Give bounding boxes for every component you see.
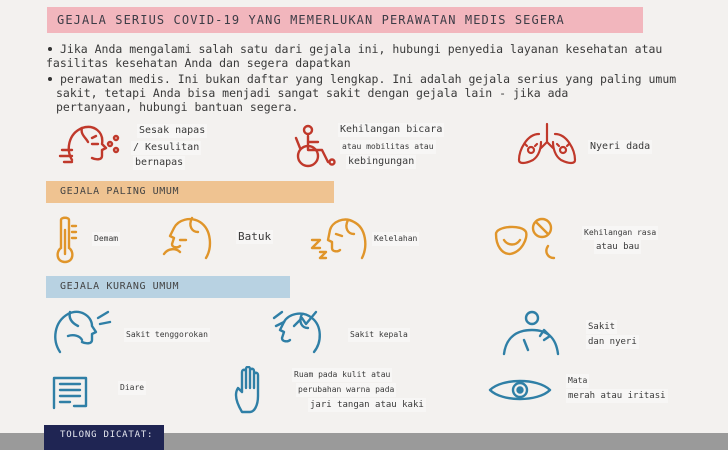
- thermometer-icon: [52, 216, 78, 266]
- note-box: [44, 425, 164, 450]
- intro-line: sakit, tetapi Anda bisa menjadi sangat sakit dengan gejala lain - jika ada: [56, 86, 569, 100]
- wheelchair-icon: [290, 124, 338, 168]
- eye-icon: [488, 376, 552, 404]
- label-speech-2: atau mobilitas atau: [340, 140, 436, 154]
- label-diarrhea: Diare: [118, 381, 146, 395]
- label-taste-2: atau bau: [596, 242, 640, 252]
- intro-line: fasilitas kesehatan Anda dan segera dapatkan: [46, 56, 351, 70]
- section-bar-less-common: [46, 276, 290, 298]
- header-title: GEJALA SERIUS COVID-19 YANG MEMERLUKAN PERAWATAN MEDIS SEGERA: [57, 13, 565, 27]
- label-rash-2: perubahan warna pada: [296, 383, 396, 397]
- intro-bullet-1: [46, 42, 680, 70]
- label-aches-2: dan nyeri: [588, 337, 637, 347]
- label-chest: Nyeri dada: [590, 141, 651, 152]
- cough-person-icon: [58, 120, 124, 166]
- section-title-common: GEJALA PALING UMUM: [60, 186, 180, 197]
- label-aches-1: Sakit: [588, 322, 616, 332]
- lungs-icon: [515, 122, 579, 166]
- intro-bullet-2: [56, 72, 680, 114]
- headache-icon: [272, 308, 328, 354]
- label-speech-1: Kehilangan bicara: [340, 124, 443, 135]
- bullet-dot: [48, 77, 52, 81]
- header-banner: [47, 7, 643, 33]
- label-throat: Sakit tenggorokan: [124, 328, 210, 342]
- note-title: TOLONG DICATAT:: [60, 430, 154, 440]
- label-fatigue: Kelelahan: [372, 232, 419, 246]
- no-taste-icon: [492, 216, 556, 262]
- intro-line: Jika Anda mengalami salah satu dari gejala ini, hubungi penyedia layanan kesehatan atau: [60, 42, 663, 56]
- label-cough: Batuk: [238, 230, 272, 243]
- tired-face-icon: [310, 214, 368, 260]
- label-breath-3: bernapas: [135, 157, 184, 168]
- section-bar-common: [46, 181, 334, 203]
- intestine-icon: [48, 372, 92, 412]
- label-eyes-1: Mata: [566, 374, 589, 388]
- label-eyes-2: merah atau iritasi: [568, 391, 666, 401]
- sore-throat-icon: [48, 308, 112, 354]
- label-breath-2: / Kesulitan: [133, 142, 200, 153]
- label-headache: Sakit kepala: [348, 328, 410, 342]
- label-speech-3: kebingungan: [348, 156, 415, 167]
- label-rash-1: Ruam pada kulit atau: [292, 368, 392, 382]
- bullet-dot: [48, 47, 52, 51]
- coughing-face-icon: [162, 214, 218, 260]
- section-title-less-common: GEJALA KURANG UMUM: [60, 281, 180, 292]
- label-breath-1: Sesak napas: [139, 125, 206, 136]
- label-rash-3: jari tangan atau kaki: [310, 400, 424, 410]
- label-fever: Demam: [92, 232, 120, 246]
- intro-line: pertanyaan, hubungi bantuan segera.: [56, 100, 299, 114]
- intro-line: perawatan medis. Ini bukan daftar yang lengkap. Ini adalah gejala serius yang paling umum: [60, 72, 677, 86]
- hand-icon: [232, 366, 268, 416]
- label-taste-1: Kehilangan rasa: [582, 226, 658, 240]
- body-ache-icon: [500, 310, 560, 356]
